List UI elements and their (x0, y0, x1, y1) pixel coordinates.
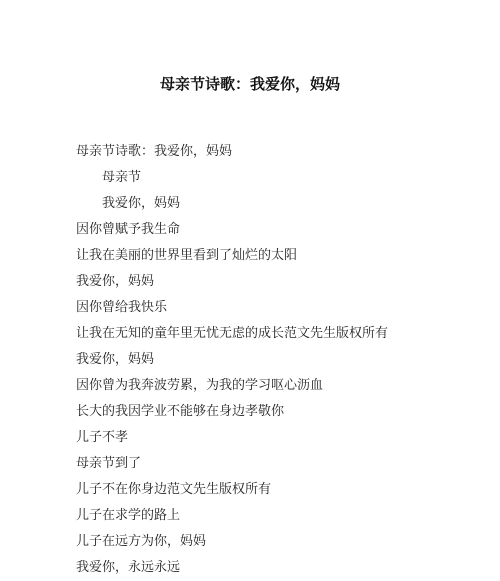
poem-line: 儿子在求学的路上 (76, 508, 181, 523)
poem-line: 我爱你，妈妈 (102, 196, 181, 211)
poem-line: 儿子在远方为你，妈妈 (76, 534, 207, 549)
poem-line: 母亲节 (102, 170, 142, 185)
poem-line: 让我在无知的童年里无忧无虑的成长范文先生版权所有 (76, 326, 389, 341)
poem-line: 我爱你，妈妈 (76, 352, 155, 367)
poem-line: 因你曾赋予我生命 (76, 222, 181, 237)
poem-line: 儿子不孝 (76, 430, 129, 445)
poem-line: 母亲节到了 (76, 456, 142, 471)
poem-line: 让我在美丽的世界里看到了灿烂的太阳 (76, 248, 298, 263)
poem-line: 我爱你，永远永远 (76, 560, 181, 575)
poem-line: 母亲节诗歌：我爱你，妈妈 (76, 144, 233, 159)
poem-line: 长大的我因学业不能够在身边孝敬你 (76, 404, 285, 419)
document-title: 母亲节诗歌：我爱你，妈妈 (159, 75, 340, 93)
poem-line: 我爱你，妈妈 (76, 274, 155, 289)
poem-line: 儿子不在你身边范文先生版权所有 (76, 482, 272, 497)
poem-line: 因你曾给我快乐 (76, 300, 168, 315)
poem-line: 因你曾为我奔波劳累，为我的学习呕心沥血 (76, 378, 324, 393)
poem-body (76, 139, 476, 581)
